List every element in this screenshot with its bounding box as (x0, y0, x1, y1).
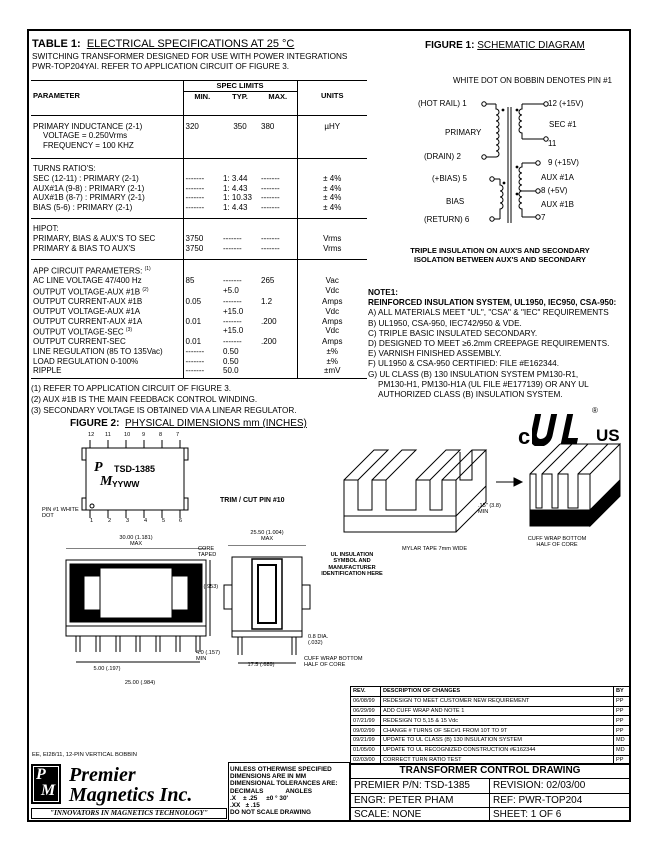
spec-limits-heading: SPEC LIMITS (183, 81, 297, 92)
mylar-note: MYLAR TAPE 7mm WIDE (402, 546, 468, 552)
app-row: OUTPUT VOLTAGE-AUX #1B $^{(2)}$ +5.0 Vdc (31, 286, 367, 297)
schematic-windings (470, 95, 550, 230)
turns-row: BIAS (5-6) : PRIMARY (2-1) ------- 1: 4.43 ------- ± 4% (31, 203, 367, 219)
figure1-title: FIGURE 1: SCHEMATIC DIAGRAM (425, 40, 585, 51)
company-logo-icon: P M (31, 764, 61, 804)
pin-8: 8 (+5V) (541, 186, 568, 195)
turns-heading-row: TURNS RATIO'S: (31, 159, 367, 174)
label-sec: SEC #1 (549, 120, 577, 129)
hipot-heading-row: HIPOT: (31, 219, 367, 234)
pin-bias: (+BIAS) 5 (432, 174, 467, 183)
dot-note: WHITE DOT ON BOBBIN DENOTES PIN #1 (453, 76, 612, 85)
col-units: UNITS (297, 91, 367, 115)
col-parameter: PARAMETER (31, 91, 183, 115)
app-row: OUTPUT CURRENT-AUX #1B 0.05 ------- 1.2 Amps (31, 297, 367, 307)
label-aux1a: AUX #1A (541, 173, 574, 182)
cuff-wrap-note-2: CUFF WRAP BOTTOM HALF OF CORE (527, 536, 587, 549)
app-row: RIPPLE ------- 50.0 ±mV (31, 366, 367, 378)
table1-footnotes: (1) REFER TO APPLICATION CIRCUIT OF FIGURE 3. (2) AUX #1B IS THE MAIN FEEDBACK CONTROL WINDING. (3) SECONDARY VOLTAGE IS OBTAINED VIA A LINEAR REGULATOR. (31, 384, 297, 415)
ul-registered: ® (592, 406, 598, 415)
dim-2550: 25.50 (1.004) MAX (250, 530, 284, 543)
dim-2420: 24.20 (.953) MAX (188, 584, 219, 597)
revision-header: REV. DESCRIPTION OF CHANGES BY (351, 687, 630, 697)
app-row: OUTPUT VOLTAGE-AUX #1A +15.0 Vdc (31, 307, 367, 317)
table1-subtitle: SWITCHING TRANSFORMER DESIGNED FOR USE WITH POWER INTEGRATIONS PWR-TOP204YAI. REFER TO APPLICATION CIRCUIT OF FIGURE 3. (32, 52, 348, 71)
drawing-title: TRANSFORMER CONTROL DRAWING (350, 763, 630, 779)
dim-25: 25.00 (.984) (124, 680, 156, 686)
inductance-row: PRIMARY INDUCTANCE (2-1) VOLTAGE = 0.250Vrms FREQUENCY = 100 KHZ 320 350 380 µHY (31, 115, 367, 159)
label-pm-m: M (100, 474, 113, 489)
dim-40: 4.0 (.157) MIN (196, 650, 220, 663)
col-typ: TYP. (221, 91, 259, 115)
hipot-row: PRIMARY & BIAS TO AUX'S 3750 ------- ------- Vrms (31, 244, 367, 260)
sheet: SHEET: 1 OF 6 (489, 807, 630, 822)
hipot-row: PRIMARY, BIAS & AUX'S TO SEC 3750 ------- ------- Vrms (31, 234, 367, 244)
company-name-1: Premier (69, 764, 136, 786)
turns-row: AUX#1A (9-8) : PRIMARY (2-1) ------- 1: 4.43 ------- ± 4% (31, 184, 367, 194)
table1-title: TABLE 1: ELECTRICAL SPECIFICATIONS AT 25 °C (32, 38, 295, 50)
scale: SCALE: NONE (350, 807, 490, 822)
core-taped-note: CORE TAPED (198, 546, 217, 559)
pin-return: (RETURN) 6 (424, 215, 470, 224)
dia-note: 0.8 DIA. (.032) (308, 634, 329, 647)
revision-row: 06/29/99 ADD CUFF WRAP AND NOTE 1 PP (351, 706, 630, 716)
date-code: YYWW (112, 479, 140, 489)
app-row: LINE REGULATION (85 TO 135Vac) ------- 0.50 ±% (31, 347, 367, 357)
iso-core-drawing (330, 430, 630, 550)
trim-note: TRIM / CUT PIN #10 (220, 497, 285, 504)
turns-row: SEC (12-11) : PRIMARY (2-1) ------- 1: 3.44 ------- ± 4% (31, 174, 367, 184)
dim-30: 30.00 (1.181) MAX (119, 535, 153, 548)
cuff-wrap-note: CUFF WRAP BOTTOM HALF OF CORE (304, 656, 363, 669)
pin-hot-rail: (HOT RAIL) 1 (418, 99, 467, 108)
pin1-note: PIN #1 WHITE DOT (42, 507, 79, 520)
label-aux1b: AUX #1B (541, 200, 574, 209)
app-row: OUTPUT VOLTAGE-SEC $^{(3)}$ +15.0 Vdc (31, 326, 367, 337)
ul-symbol-note: UL INSULATION SYMBOL AND MANUFACTURER IDENTIFICATION HERE (321, 552, 383, 578)
revision-date: REVISION: 02/03/00 (489, 778, 630, 794)
company-name-2: Magnetics Inc. (69, 784, 193, 806)
triple-insulation-note: TRIPLE INSULATION ON AUX'S AND SECONDARY ISOLATION BETWEEN AUX'S AND SECONDARY (410, 246, 590, 264)
revision-row: 01/05/00 UPDATE TO UL RECOGNIZED CONSTRUCTION #E162344 MD (351, 745, 630, 755)
app-row: OUTPUT CURRENT-SEC 0.01 ------- .200 Amps (31, 337, 367, 347)
side-view-drawing (222, 545, 312, 665)
reference: REF: PWR-TOP204 (489, 793, 630, 808)
app-row: LOAD REGULATION 0-100% ------- 0.50 ±% (31, 357, 367, 367)
pin-7: 7 (541, 213, 546, 222)
pin-drain: (DRAIN) 2 (424, 152, 461, 161)
note1: NOTE1: REINFORCED INSULATION SYSTEM, UL1950, IEC950, CSA-950: A) ALL MATERIALS MEET "UL", "CSA" & "IEC" REQUIREMENTS B) UL1950, CSA-950, IEC742/950 & VDE. C) TRIPLE BASIC INSULATED SECONDARY. D) DESIGNED TO MEET ≥6.2mm CREEPAGE REQUIREMENTS. E) VARNISH FINISHED ASSEMBLY. F) UL1950 & CSA-950 CERTIFIED: FILE #E162344. G) UL CLASS (B) 130 INSULATION SYSTEM PM130-R1, PM130-H1, PM130-H1A (UL FILE #E177139) OR ANY UL AUTHORIZED CLASS (B) INSULATION SYSTEM. (368, 288, 617, 400)
dim-15: .15" (3.8) MIN (478, 503, 501, 516)
ul-us: US (596, 426, 620, 445)
pin-9: 9 (+15V) (548, 158, 579, 167)
revision-row: 02/03/00 CORRECT TURN RATIO TEST PP (351, 755, 630, 765)
engineer: ENGR: PETER PHAM (350, 793, 490, 808)
revision-row: 09/02/99 CHANGE # TURNS OF SEC#1 FROM 10T TO 9T PP (351, 726, 630, 736)
figure2-title: FIGURE 2: PHYSICAL DIMENSIONS mm (INCHES) (70, 418, 307, 429)
company-block (29, 762, 229, 820)
label-primary: PRIMARY (445, 128, 482, 137)
label-bias: BIAS (446, 197, 465, 206)
label-pm-p: P (94, 460, 103, 475)
col-max: MAX. (259, 91, 297, 115)
part-number: PREMIER P/N: TSD-1385 (350, 778, 490, 794)
revision-row: 09/21/99 UPDATE TO UL CLASS (B) 130 INSULATION SYSTEM MD (351, 735, 630, 745)
revision-row: 07/21/99 REDESIGN TO 5,15 & 15 Vdc PP (351, 716, 630, 726)
dim-175: 17.5 (.689) (247, 662, 275, 668)
revision-row: 06/08/99 REDESIGN TO MEET CUSTOMER NEW REQUIREMENT PP (351, 696, 630, 706)
bobbin-note: EE, EI28/11, 12-PIN VERTICAL BOBBIN (32, 752, 137, 758)
tolerances: UNLESS OTHERWISE SPECIFIED DIMENSIONS ARE IN MM DIMENSIONAL TOLERANCES ARE: DECIMALS ANGLES .X ± .25 ±0 ° 30' .XX ± .15 DO NOT SCALE DRAWING (230, 766, 338, 817)
ul-c: c (518, 424, 531, 449)
pin-12: 12 (+15V) (548, 99, 584, 108)
dim-500: 5.00 (.197) (93, 666, 121, 672)
pin-11: 11 (548, 139, 557, 148)
app-row: OUTPUT CURRENT-AUX #1A 0.01 ------- .200 Amps (31, 317, 367, 327)
col-min: MIN. (183, 91, 221, 115)
turns-row: AUX#1B (8-7) : PRIMARY (2-1) ------- 1: 10.33 ------- ± 4% (31, 193, 367, 203)
app-row: AC LINE VOLTAGE 47/400 Hz 85 ------- 265 Vac (31, 276, 367, 286)
app-heading-row: APP CIRCUIT PARAMETERS: $^{(1)}$ (31, 260, 367, 277)
revision-table (350, 686, 630, 765)
company-slogan: "INNOVATORS IN MAGNETICS TECHNOLOGY" (31, 808, 227, 819)
part-label: TSD-1385 (114, 464, 156, 474)
